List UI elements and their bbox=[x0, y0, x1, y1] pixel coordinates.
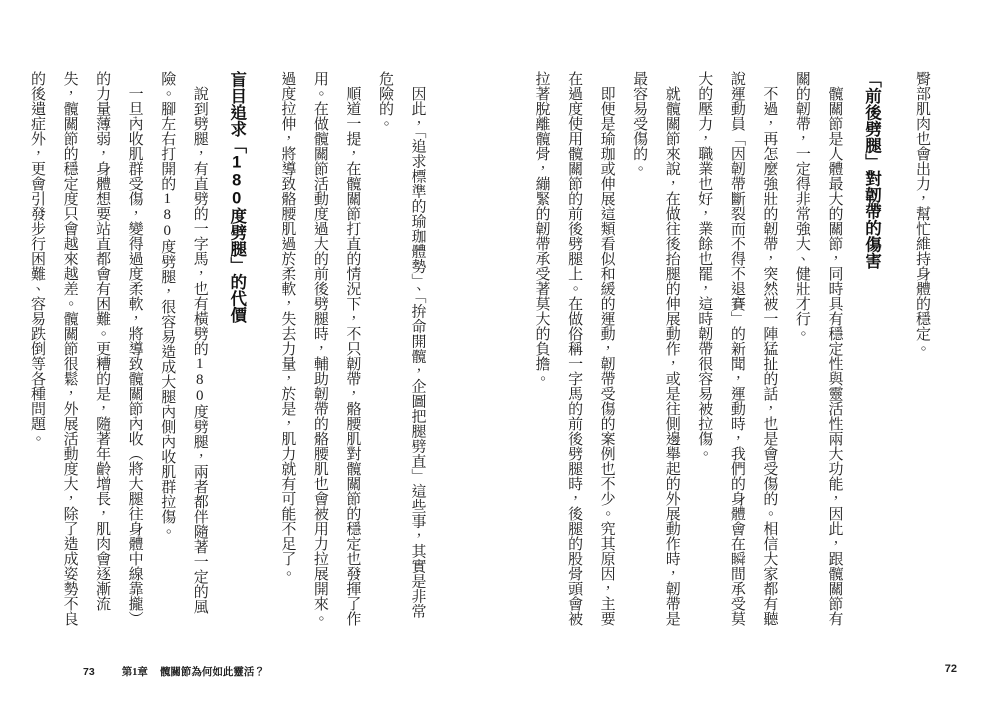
paragraph: 說到劈腿，有直劈的一字馬，也有橫劈的180度劈腿，兩者都伴隨著一定的風險。腳左右打開的180度劈腿，很容易造成大腿內側內收肌群拉傷。 bbox=[159, 71, 208, 614]
paragraph-continuation: 臀部肌肉也會出力，幫忙維持身體的穩定。 bbox=[914, 71, 930, 356]
paragraph: 因此，「追求標準的瑜珈體勢」、「拚命開髖，企圖把腿劈直」這些事，其實是非常危險的。 bbox=[376, 71, 426, 619]
page-number-right: 72 bbox=[944, 663, 957, 675]
chapter-label: 第1章 bbox=[121, 667, 148, 678]
paragraph: 就髖關節來說，在做往後抬腿的伸展動作，或是往側邊舉起的外展動作時，韌帶是最容易受傷的。 bbox=[631, 71, 680, 626]
paragraph: 不過，再怎麼強壯的韌帶，突然被一陣猛扯的話，也是會受傷的。相信大家都有聽說運動員「因韌帶斷裂而不得不退賽」的新聞，運動時，我們的身體會在瞬間承受莫大的壓力，職業也好，業餘也罷，這時韌帶很容易被拉傷。 bbox=[696, 71, 778, 626]
paragraph: 髖關節是人體最大的關節，同時具有穩定性與靈活性兩大功能，因此，跟髖關節有關的韌帶，一定得非常強大、健壯才行。 bbox=[793, 71, 843, 626]
running-footer bbox=[83, 664, 265, 679]
page-73-text-block bbox=[20, 71, 433, 629]
page-72-text-block bbox=[525, 71, 938, 629]
page-number-left: 73 bbox=[83, 666, 95, 678]
section-heading-front-back-split: 「前後劈腿」對韌帶的傷害 bbox=[862, 71, 881, 269]
page-72 bbox=[500, 0, 999, 709]
paragraph: 即便是瑜珈或伸展這類看似和緩的運動，韌帶受傷的案例也不少。究其原因，主要在過度使用髖關節的前後劈腿上。在做俗稱一字馬的前後劈腿時，後腿的股骨頭會被拉著脫離髖骨，繃緊的韌帶承受著莫大的負擔。 bbox=[533, 71, 615, 626]
paragraph: 一旦內收肌群受傷，變得過度柔軟，將導致髖關節內收（將大腿往身體中線靠攏）的力量薄弱，身體想要站直都會有困難。更糟的是，隨著年齡增長，肌肉會逐漸流失，髖關節的穩定度只會越來越差。髖關節很鬆，外展活動度大，除了造成姿勢不良的後遺症外，更會引發步行困難、容易跌倒等各種問題。 bbox=[29, 71, 143, 626]
paragraph: 順道一提，在髖關節打直的情況下，不只韌帶，骼腰肌對髖關節的穩定也發揮了作用。在做髖關節活動度過大的前後劈腿時，輔助韌帶的骼腰肌也會被用力拉展開來。過度拉伸，將導致骼腰肌過於柔軟，失去力量，於是，肌力就有可能不足了。 bbox=[279, 71, 361, 626]
chapter-title: 髖關節為何如此靈活？ bbox=[159, 667, 265, 678]
section-heading-180-degree-split: 盲目追求「180度劈腿」的代價 bbox=[227, 71, 246, 323]
